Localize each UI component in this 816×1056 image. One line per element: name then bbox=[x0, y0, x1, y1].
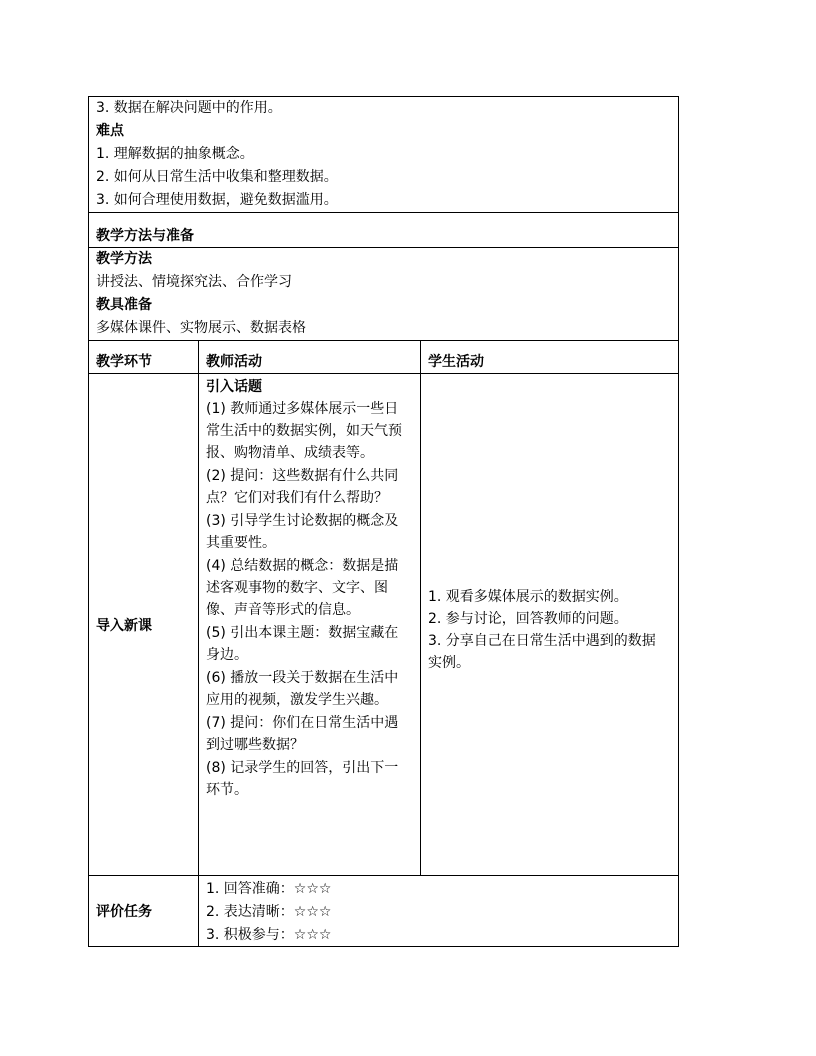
key-point-item: 3. 数据在解决问题中的作用。 bbox=[96, 100, 282, 116]
teacher-activity-item: (3) 引导学生讨论数据的概念及其重要性。 bbox=[206, 513, 399, 551]
tools-text: 多媒体课件、实物展示、数据表格 bbox=[96, 320, 306, 336]
student-activity-item: 1. 观看多媒体展示的数据实例。 bbox=[428, 588, 628, 605]
methods-content-block bbox=[88, 247, 679, 340]
evaluation-item: 1. 回答准确：☆☆☆ bbox=[206, 881, 332, 897]
teacher-activity-title: 引入话题 bbox=[206, 379, 262, 395]
difficulty-heading: 难点 bbox=[96, 123, 124, 139]
table-row bbox=[88, 373, 679, 875]
teacher-activity-item: (6) 播放一段关于数据在生活中应用的视频，激发学生兴趣。 bbox=[206, 670, 399, 708]
teacher-activity-item: (7) 提问：你们在日常生活中遇到过哪些数据？ bbox=[206, 715, 399, 753]
method-heading: 教学方法 bbox=[96, 251, 152, 267]
header-student: 学生活动 bbox=[428, 354, 484, 370]
header-stage: 教学环节 bbox=[89, 341, 199, 373]
teacher-activity-item: (2) 提问：这些数据有什么共同点？它们对我们有什么帮助？ bbox=[206, 468, 399, 506]
difficulty-item: 1. 理解数据的抽象概念。 bbox=[96, 146, 254, 162]
student-activity-item: 3. 分享自己在日常生活中遇到的数据实例。 bbox=[428, 632, 656, 671]
evaluation-item: 2. 表达清晰：☆☆☆ bbox=[206, 904, 332, 920]
stage-cell: 导入新课 bbox=[89, 374, 199, 875]
header-teacher: 教师活动 bbox=[199, 341, 421, 373]
teacher-activity-item: (1) 教师通过多媒体展示一些日常生活中的数据实例，如天气预报、购物清单、成绩表等。 bbox=[206, 401, 402, 461]
evaluation-row bbox=[88, 875, 679, 947]
teacher-activity-item: (8) 记录学生的回答，引出下一环节。 bbox=[206, 760, 399, 798]
teacher-activity-item: (5) 引出本课主题：数据宝藏在身边。 bbox=[206, 625, 399, 663]
methods-section-heading: 教学方法与准备 bbox=[96, 228, 194, 244]
key-difficulty-block bbox=[88, 96, 679, 212]
lesson-plan-page bbox=[88, 96, 679, 947]
difficulty-item: 2. 如何从日常生活中收集和整理数据。 bbox=[96, 169, 338, 185]
method-text: 讲授法、情境探究法、合作学习 bbox=[96, 274, 292, 290]
evaluation-label: 评价任务 bbox=[89, 876, 199, 946]
teacher-activity-item: (4) 总结数据的概念：数据是描述客观事物的数字、文字、图像、声音等形式的信息。 bbox=[206, 558, 399, 618]
teacher-activity-cell bbox=[199, 374, 421, 875]
table-header-row bbox=[88, 340, 679, 373]
tools-heading: 教具准备 bbox=[96, 297, 152, 313]
student-activity-item: 2. 参与讨论，回答教师的问题。 bbox=[428, 610, 628, 627]
difficulty-item: 3. 如何合理使用数据，避免数据滥用。 bbox=[96, 192, 338, 208]
evaluation-items bbox=[199, 876, 678, 946]
student-activity-cell bbox=[421, 374, 678, 875]
methods-heading-block bbox=[88, 212, 679, 247]
evaluation-item: 3. 积极参与：☆☆☆ bbox=[206, 927, 332, 943]
